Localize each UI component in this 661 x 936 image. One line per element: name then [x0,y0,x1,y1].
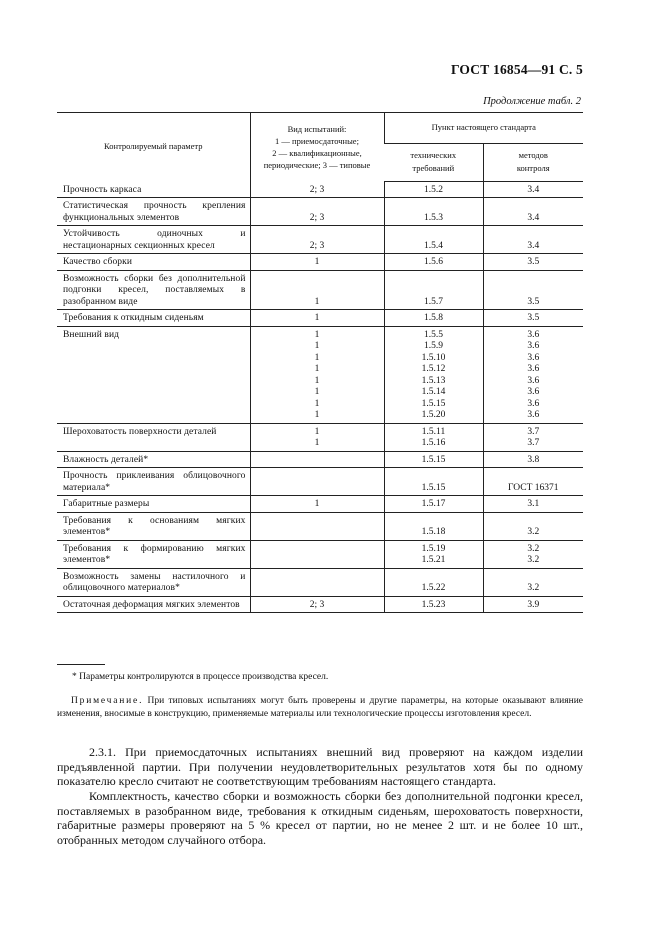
cell-value: 3.5 [527,313,540,323]
cell-value: 1 [314,364,320,374]
row-param: Требования к откидным сиденьям [57,310,250,327]
cell-value: 3.6 [527,387,540,397]
cell-value: 1.5.4 [424,240,443,251]
cell-value: 1.5.14 [421,387,446,397]
cell-value [251,455,384,467]
row-tech [384,596,483,613]
row-tech [384,451,483,468]
header-tech: технических требований [384,144,483,182]
cell-value: 1.5.2 [424,184,443,195]
table-row [57,568,583,596]
cell-value: 1.5.23 [421,599,446,610]
cell-value: 1 [314,352,320,363]
cell-value [251,583,384,595]
cell-value: 3.4 [527,212,540,223]
table-row [57,310,583,327]
cell-value: 1 [314,296,320,307]
row-kind [250,310,384,327]
table-row [57,198,583,226]
row-param: Прочность каркаса [57,181,250,198]
row-kind [250,568,384,596]
table-row [57,451,583,468]
cell-value: 1.5.17 [421,499,446,509]
row-methods [483,326,583,423]
row-methods [483,270,583,310]
row-methods [483,540,583,568]
cell-value [251,483,384,495]
cell-value: 3.2 [527,527,540,537]
row-tech [384,468,483,496]
table-row [57,254,583,271]
row-methods [483,596,583,613]
table-row [57,181,583,198]
cell-value: 1.5.11 [421,426,446,437]
cell-value: 2; 3 [309,184,325,195]
cell-value: 1.5.8 [424,313,443,323]
cell-value: 3.2 [527,543,540,554]
row-kind [250,512,384,540]
row-kind [250,254,384,271]
row-methods [483,568,583,596]
cell-value: 1.5.15 [421,454,446,465]
table-row [57,596,583,613]
standard-title: ГОСТ 16854—91 С. 5 [450,62,583,77]
row-param: Устойчивость одиночных и нестационарных секционных кресел [57,226,250,254]
cell-value: 1.5.21 [421,555,446,565]
row-methods [483,451,583,468]
cell-value: 3.5 [527,296,540,307]
row-param: Возможность сборки без дополнительной подгонки кресел, поставляемых в разобранном виде [57,270,250,310]
cell-value: 3.6 [527,364,540,374]
footnote: * Параметры контролируются в процессе производства кресел. [72,672,329,682]
note-label: Примечание. [71,696,144,706]
note [57,695,583,721]
cell-value: 1 [314,426,320,437]
cell-value: 1 [314,387,320,397]
cell-value: 3.9 [527,599,540,610]
row-param: Габаритные размеры [57,496,250,513]
cell-value: 3.6 [527,375,540,386]
row-param: Шероховатость поверхности деталей [57,423,250,451]
table-row [57,540,583,568]
row-tech [384,226,483,254]
row-tech [384,496,483,513]
row-kind [250,451,384,468]
row-methods [483,468,583,496]
table-continuation-label: Продолжение табл. 2 [483,96,581,107]
parameters-table [57,112,583,613]
row-methods [483,512,583,540]
row-tech [384,181,483,198]
cell-value: 1 [314,410,320,420]
cell-value: 3.1 [527,499,540,509]
row-kind [250,270,384,310]
cell-value: 3.6 [527,410,540,420]
cell-value: 3.2 [527,555,540,565]
cell-value: 1.5.9 [424,341,443,351]
row-tech [384,540,483,568]
cell-value: 1.5.6 [424,257,443,267]
row-param: Остаточная деформация мягких элементов [57,596,250,613]
cell-value: 1 [314,499,320,509]
header-test-kind: Вид испытаний: 1 — приемосдаточные; 2 — квалификационные, периодические; 3 — типовые [250,113,384,182]
cell-value: 3.5 [527,257,540,267]
row-param: Прочность приклеивания облицовочного материала* [57,468,250,496]
row-param: Внешний вид [57,326,250,423]
row-tech [384,512,483,540]
row-param: Влажность деталей* [57,451,250,468]
row-kind [250,596,384,613]
row-kind [250,496,384,513]
table-body [57,181,583,613]
cell-value: ГОСТ 16371 [508,482,559,493]
table-row [57,496,583,513]
header-punkt: Пункт настоящего стандарта [384,113,583,144]
row-methods [483,181,583,198]
row-kind [250,226,384,254]
row-tech [384,198,483,226]
cell-value: 3.6 [527,352,540,363]
cell-value: 1.5.7 [424,296,443,307]
table-row [57,226,583,254]
header-methods: методов контроля [483,144,583,182]
cell-value: 3.7 [527,426,540,437]
row-methods [483,310,583,327]
table-row [57,423,583,451]
cell-value: 3.8 [527,454,540,465]
row-tech [384,423,483,451]
row-methods [483,496,583,513]
cell-value: 1 [314,329,320,340]
paragraph-2-3-1: 2.3.1. При приемосдаточных испытаниях внешний вид проверяют на каждом изделии предъявленной партии. При получении неудовлетворительных результатов хотя бы по одному показателю кресло считают не соответствующим требованиям настоящего стандарта. [57,745,583,788]
cell-value: 2; 3 [309,240,325,251]
cell-value [251,555,384,567]
row-param: Статистическая прочность крепления функциональных элементов [57,198,250,226]
row-kind [250,423,384,451]
row-tech [384,270,483,310]
cell-value: 1 [314,341,320,351]
note-text: При типовых испытаниях могут быть проверены и другие параметры, на которые оказывают влияние изменения, вносимые в конструкцию, применяемые материалы или технологические процессы изготовления кресел. [57,696,583,719]
row-tech [384,254,483,271]
cell-value [251,527,384,539]
cell-value: 1.5.10 [421,352,446,363]
cell-value: 1.5.18 [421,527,446,537]
row-methods [483,254,583,271]
cell-value: 1 [314,375,320,386]
row-param: Требования к основаниям мягких элементов* [57,512,250,540]
cell-value: 1.5.3 [424,212,443,223]
paragraph-completeness: Комплектность, качество сборки и возможность сборки без дополнительной подгонки кресел, поставляемых в разобранном виде, требования к откидным сиденьям, шероховатость поверхности, габаритные размеры проверяют на 5 % кресел от партии, но не менее 2 шт. и не более 10 шт., отобранных методом случайного отбора. [57,789,583,847]
cell-value: 1.5.12 [421,364,446,374]
row-param: Качество сборки [57,254,250,271]
cell-value: 1 [314,398,320,409]
cell-value: 1 [314,313,320,323]
cell-value: 3.2 [527,583,540,593]
row-methods [483,226,583,254]
cell-value: 2; 3 [309,599,325,610]
row-kind [250,181,384,198]
cell-value: 1.5.15 [421,482,446,493]
table-row [57,468,583,496]
cell-value: 1.5.13 [421,375,446,386]
header-param: Контролируемый параметр [57,113,250,182]
cell-value: 1.5.15 [421,398,446,409]
row-kind [250,198,384,226]
table-row [57,512,583,540]
row-param: Требования к формированию мягких элементов* [57,540,250,568]
row-kind [250,326,384,423]
row-tech [384,326,483,423]
row-kind [250,540,384,568]
table-row [57,270,583,310]
cell-value: 2; 3 [309,212,325,223]
cell-value: 1.5.20 [421,410,446,420]
cell-value: 1 [314,257,320,267]
row-methods [483,198,583,226]
row-methods [483,423,583,451]
cell-value: 3.4 [527,184,540,195]
cell-value: 1.5.5 [424,329,443,340]
cell-value: 1.5.19 [421,543,446,554]
row-tech [384,310,483,327]
row-param: Возможность замены настилочного и облицовочного материалов* [57,568,250,596]
cell-value: 3.6 [527,398,540,409]
cell-value: 3.6 [527,341,540,351]
table-row [57,326,583,423]
cell-value: 1.5.16 [421,438,446,448]
cell-value: 1.5.22 [421,583,446,593]
row-kind [250,468,384,496]
footnote-divider [57,664,105,665]
cell-value: 3.4 [527,240,540,251]
cell-value: 1 [314,438,320,448]
cell-value: 3.6 [527,329,540,340]
row-tech [384,568,483,596]
cell-value: 3.7 [527,438,540,448]
